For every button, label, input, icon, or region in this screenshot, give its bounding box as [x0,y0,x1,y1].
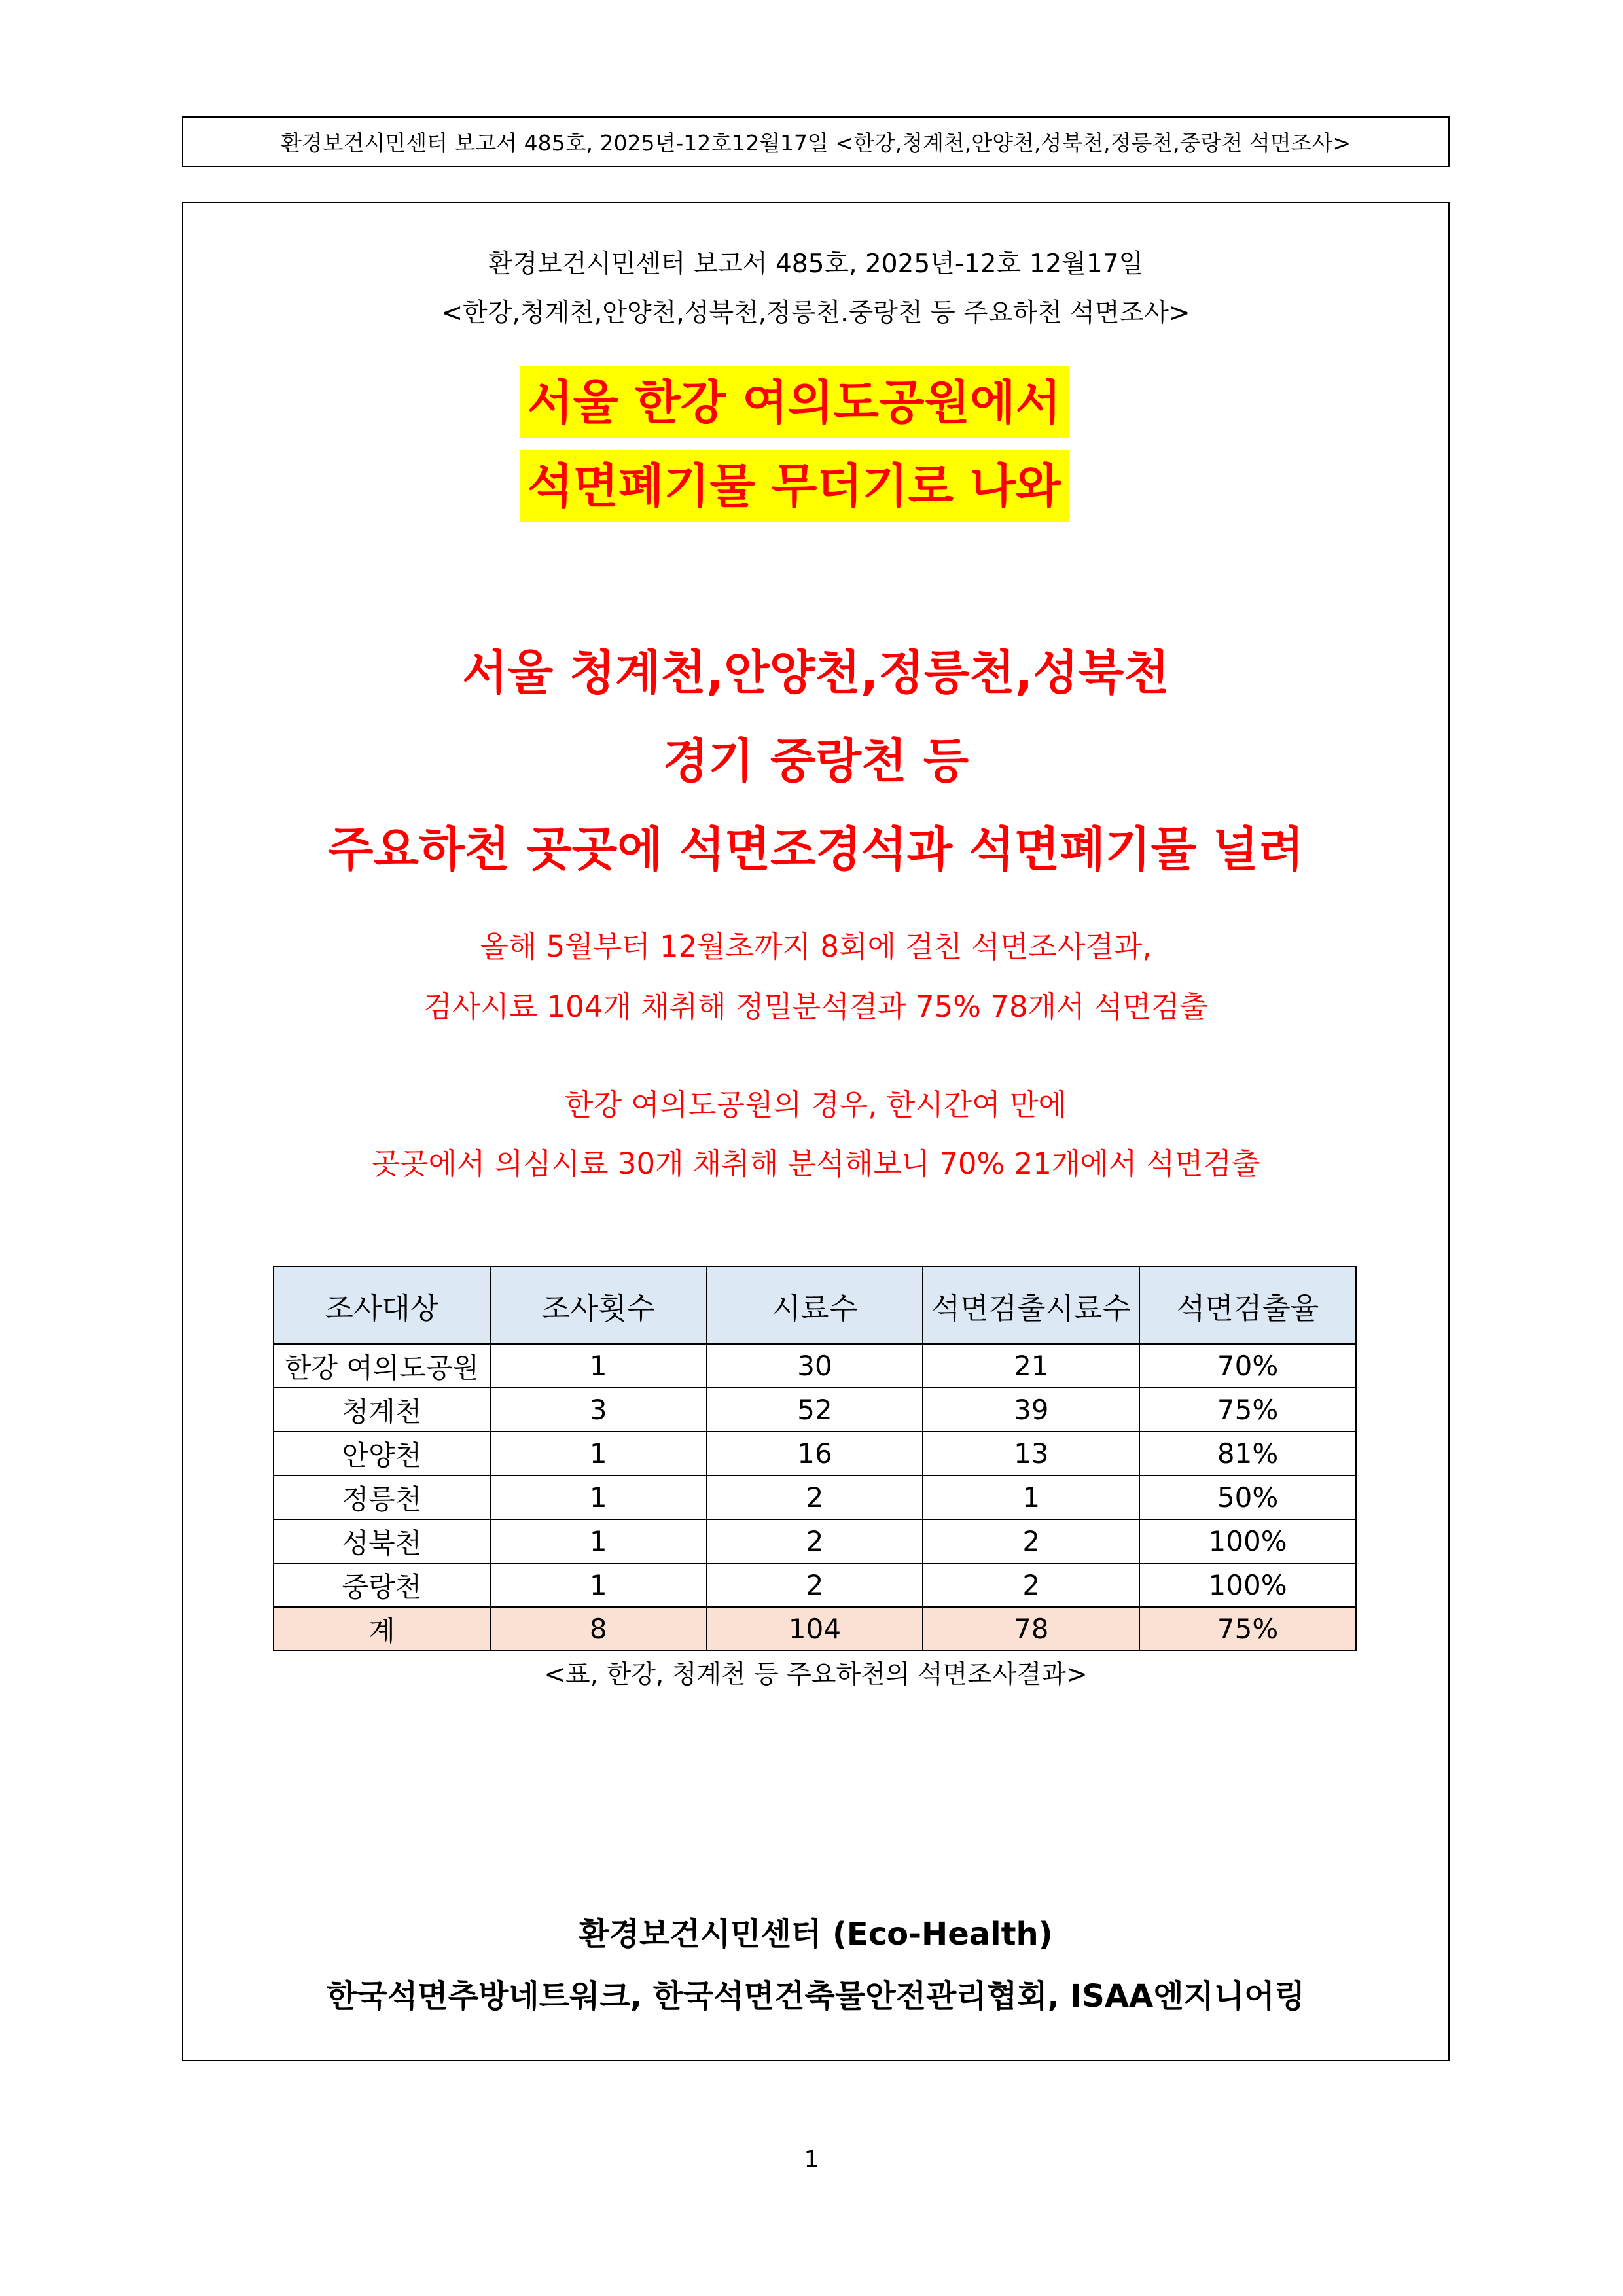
table-cell: 8 [490,1607,707,1651]
intro-line-2: <한강,청계천,안양천,성북천,정릉천.중랑천 등 주요하천 석면조사> [441,298,1190,328]
table-cell: 2 [707,1519,923,1563]
summary-1-line-1: 올해 5월부터 12월초까지 8회에 걸친 석면조사결과, [480,929,1152,964]
table-cell: 한강 여의도공원 [274,1344,490,1388]
table-cell: 21 [923,1344,1139,1388]
table-header-cell: 조사횟수 [490,1267,707,1344]
table-row [274,1519,1356,1563]
table-cell: 1 [490,1563,707,1607]
report-body [182,202,1450,2061]
table-cell: 75% [1139,1607,1356,1651]
table-cell: 52 [707,1388,923,1432]
table-cell: 2 [923,1563,1139,1607]
page-number: 1 [804,2146,819,2173]
table-cell: 1 [490,1344,707,1388]
table-header-cell: 조사대상 [274,1267,490,1344]
table-cell: 39 [923,1388,1139,1432]
red-headline-2: 경기 중랑천 등 [662,733,969,788]
table-cell: 16 [707,1432,923,1475]
results-table [273,1266,1357,1651]
table-cell: 50% [1139,1475,1356,1519]
table-cell: 2 [707,1475,923,1519]
intro-line-1: 환경보건시민센터 보고서 485호, 2025년-12호 12월17일 [488,249,1144,279]
table-cell: 계 [274,1607,490,1651]
red-headline-1: 서울 청계천,안양천,정릉천,성북천 [462,645,1169,700]
table-header-row [274,1267,1356,1344]
table-header-cell: 석면검출율 [1139,1267,1356,1344]
table-cell: 100% [1139,1519,1356,1563]
table-cell: 정릉천 [274,1475,490,1519]
table-cell: 1 [490,1432,707,1475]
table-cell: 3 [490,1388,707,1432]
table-cell: 중랑천 [274,1563,490,1607]
org-line-2: 한국석면추방네트워크, 한국석면건축물안전관리협회, ISAA엔지니어링 [327,1978,1305,2015]
table-caption: <표, 한강, 청계천 등 주요하천의 석면조사결과> [544,1660,1088,1689]
table-cell: 2 [923,1519,1139,1563]
table-row [274,1432,1356,1475]
table-cell: 1 [490,1475,707,1519]
summary-2-line-2: 곳곳에서 의심시료 30개 채취해 분석해보니 70% 21개에서 석면검출 [371,1146,1260,1181]
table-cell: 100% [1139,1563,1356,1607]
table-cell: 1 [490,1519,707,1563]
summary-2-line-1: 한강 여의도공원의 경우, 한시간여 만에 [564,1087,1067,1122]
table-cell: 2 [707,1563,923,1607]
table-row [274,1475,1356,1519]
table-cell: 30 [707,1344,923,1388]
table-cell: 13 [923,1432,1139,1475]
table-cell: 청계천 [274,1388,490,1432]
table-header-cell: 석면검출시료수 [923,1267,1139,1344]
table-total-row [274,1607,1356,1651]
table-header-cell: 시료수 [707,1267,923,1344]
org-line-1: 환경보건시민센터 (Eco-Health) [579,1916,1053,1952]
page-header: 환경보건시민센터 보고서 485호, 2025년-12호12월17일 <한강,청계천,안양천,성북천,정릉천,중랑천 석면조사> [182,116,1450,167]
highlight-title-1: 서울 한강 여의도공원에서 [520,366,1069,438]
table-cell: 75% [1139,1388,1356,1432]
summary-1-line-2: 검사시료 104개 채취해 정밀분석결과 75% 78개서 석면검출 [423,989,1208,1024]
table-row [274,1563,1356,1607]
table-cell: 104 [707,1607,923,1651]
highlight-title-2-wrap [520,450,1069,522]
table-cell: 성북천 [274,1519,490,1563]
table-row [274,1344,1356,1388]
highlight-title-2: 석면폐기물 무더기로 나와 [520,450,1069,522]
red-headline-3: 주요하천 곳곳에 석면조경석과 석면폐기물 널려 [327,822,1304,877]
table-cell: 1 [923,1475,1139,1519]
table-cell: 70% [1139,1344,1356,1388]
table-row [274,1388,1356,1432]
table-cell: 78 [923,1607,1139,1651]
table-cell: 81% [1139,1432,1356,1475]
highlight-title-1-wrap [520,366,1069,438]
table-cell: 안양천 [274,1432,490,1475]
